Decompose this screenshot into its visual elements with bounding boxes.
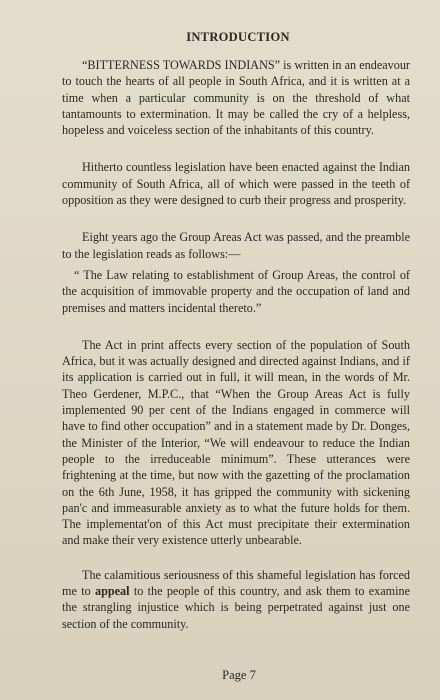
paragraph-intro: “BITTERNESS TOWARDS INDIANS” is written in an endeavour to touch the hearts of all people in South Africa, and it is written at a time when a particular community is on the threshold of what tantamounts to extermination. It may be called the cry of a helpless, hopeless and voiceless section of the inhabitants of this country. [62, 58, 410, 138]
paragraph-act-effects: The Act in print affects every section of the population of South Africa, but it was actually designed and directed against Indians, and if its application is carried out in full, it will mean, in the words of Mr. Theo Gerdener, M.P.C., that “When the Group Areas Act is fully implemented 90 per cent of the Indians engaged in commerce will have to find other occupation” and in a statement made by Dr. Donges, the Minister of the Interior, “We will endeavour to reduce the Indian people to the irreduceable minimum”. These utterances were frightening at the time, but now with the gazetting of the proclamation on the 6th June, 1958, it has gripped the community with sickening pan'c and immeasurable anxiety as to what the future holds for them. The implementat'on of this Act must precipitate their extermination and make their very existence utterly unbearable. [62, 337, 410, 548]
paragraph-group-areas-act: Eight years ago the Group Areas Act was passed, and the preamble to the legislation reads as follows:— [62, 230, 410, 261]
appeal-emphasis: appeal [95, 584, 130, 599]
paragraph-legislation: Hitherto countless legislation have been enacted against the Indian community of South Africa, all of which were passed in the teeth of opposition as they were designed to curb their progress and prosperity. [62, 160, 410, 208]
paragraph-appeal [62, 567, 410, 632]
page-number: Page 7 [222, 668, 256, 682]
appeal-text-start: The calamitious seriousness of this shameful legislation has forced me to [62, 567, 410, 599]
appeal-text-end: to the people of this country, and ask them to examine the strangling injustice which is being perpetrated against just one section of the community. [62, 584, 411, 631]
paragraph-preamble-quote: “ The Law relating to establishment of Group Areas, the control of the acquisition of immovable property and the occupation of land and premises and matters incidental thereto.” [62, 267, 410, 315]
page-heading: INTRODUCTION [186, 30, 290, 44]
